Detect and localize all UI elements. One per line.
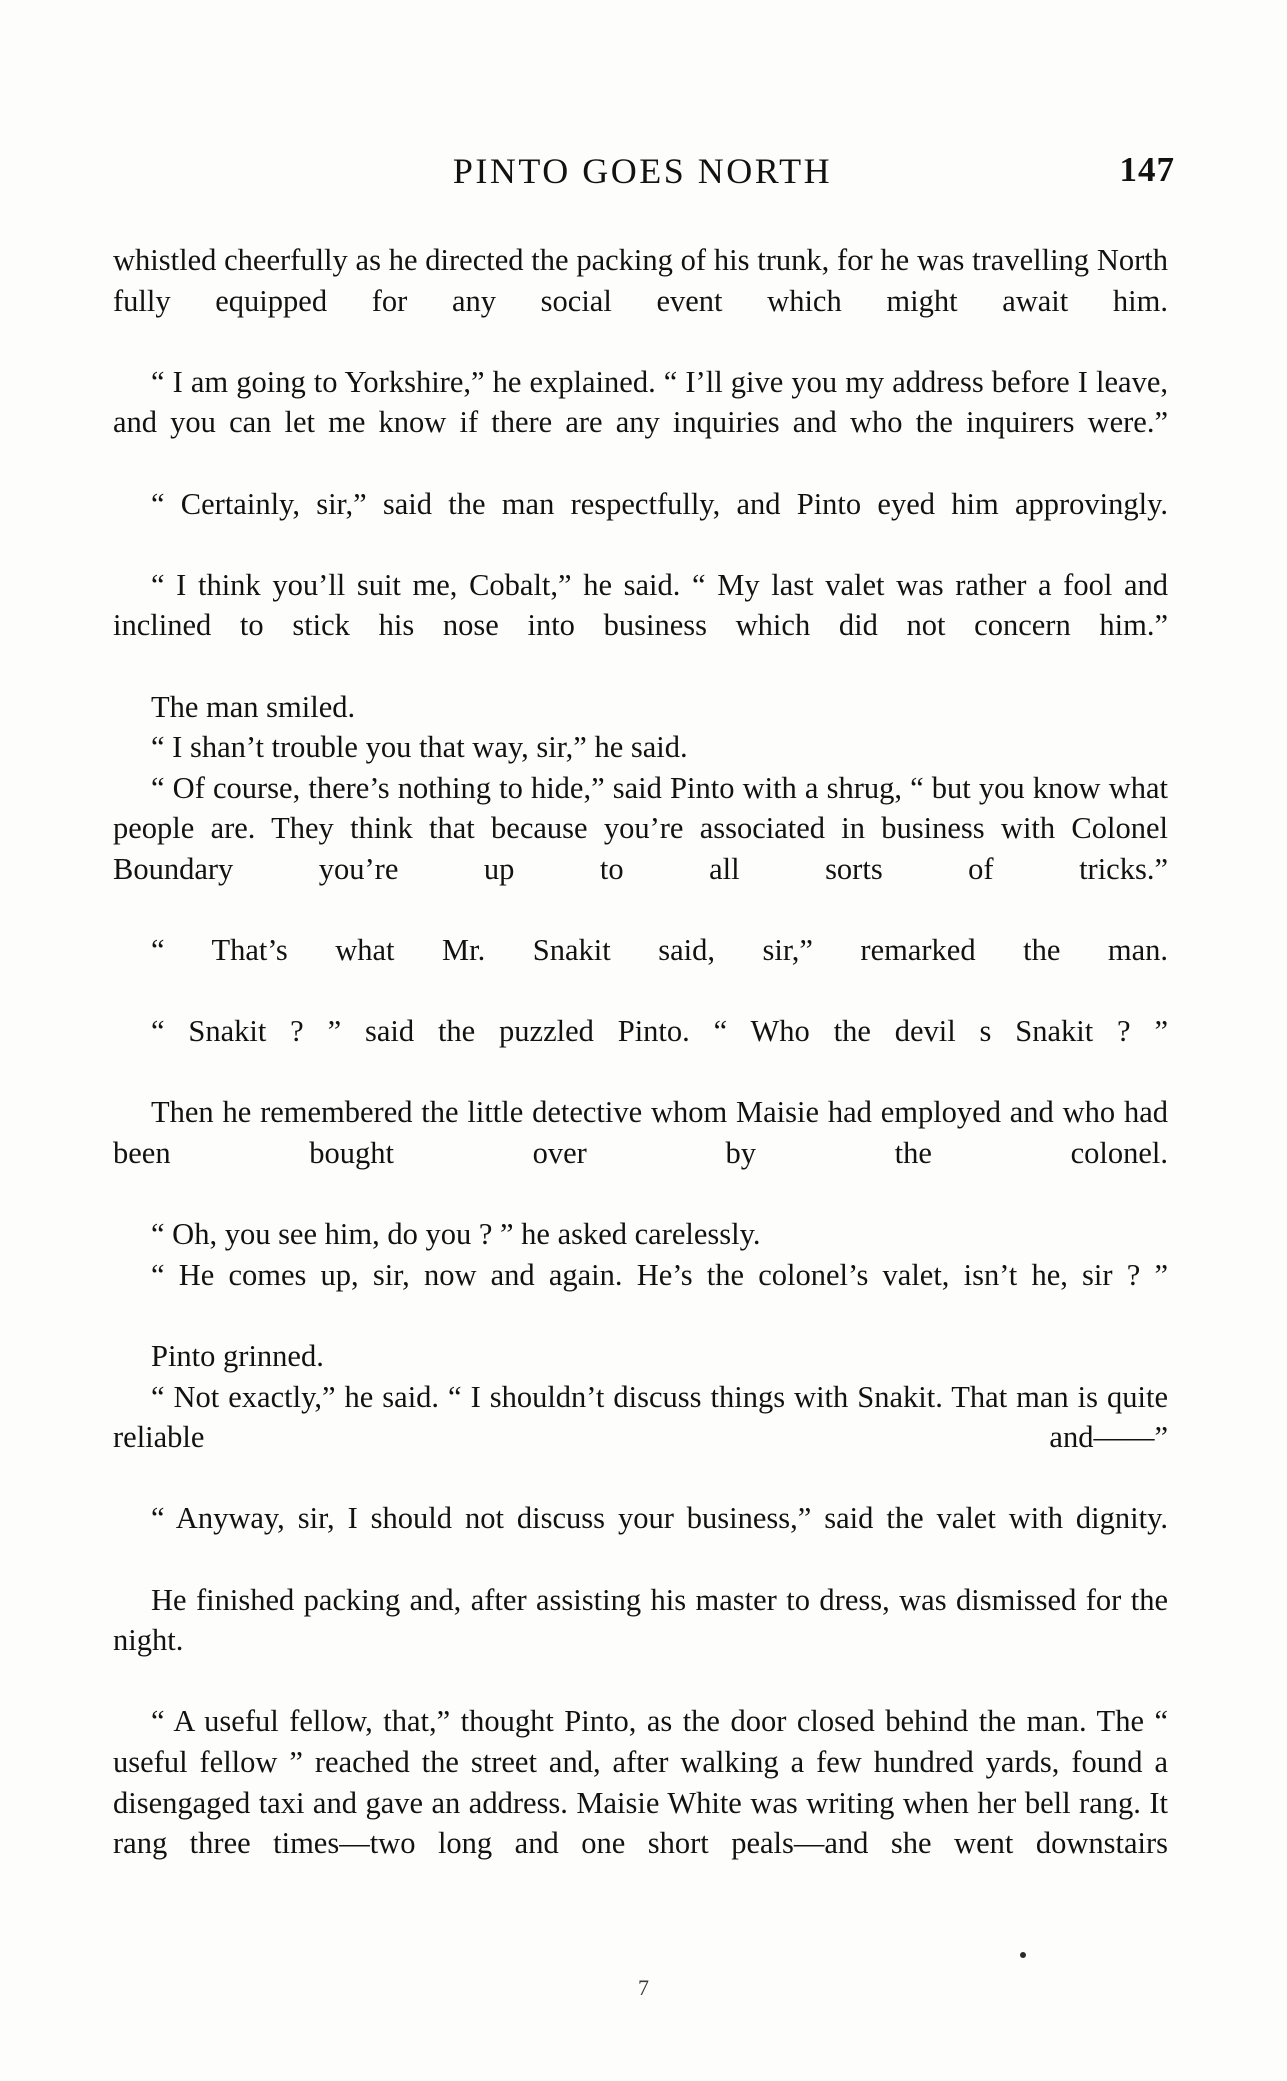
paragraph: “ Certainly, sir,” said the man respectfully, and Pinto eyed him approvingly. <box>151 486 1168 521</box>
paragraph: “ He comes up, sir, now and again. He’s the colonel’s valet, isn’t he, sir ? ” <box>151 1257 1168 1292</box>
paragraph: Pinto grinned. <box>151 1339 324 1374</box>
running-title: PINTO GOES NORTH <box>452 151 833 191</box>
paragraph: whistled cheerfully as he directed the packing of his trunk, for he was travelling North fully equipped for any social event which might await him. <box>113 243 1168 318</box>
paragraph: “ A useful fellow, that,” thought Pinto, as the door closed behind the man. The “ useful fellow ” reached the street and, after walking a few hundred yards, found a disengaged taxi and gave an address. Maisie White was writing when her bell rang. It rang three times—two long and one short peals—and she went downstairs <box>113 1704 1168 1861</box>
page-header <box>110 150 1175 192</box>
page-number: 147 <box>1119 150 1175 189</box>
paragraph: “ Oh, you see him, do you ? ” he asked carelessly. <box>151 1217 761 1252</box>
signature-mark: 7 <box>638 1975 649 2000</box>
paragraph: “ I shan’t trouble you that way, sir,” he said. <box>151 730 688 765</box>
paragraph: “ That’s what Mr. Snakit said, sir,” remarked the man. <box>151 933 1168 968</box>
body-text <box>113 240 1168 1904</box>
paragraph: The man smiled. <box>151 689 356 724</box>
footer-ink-speck <box>1020 1952 1026 1958</box>
paragraph: “ Snakit ? ” said the puzzled Pinto. “ Who the devil s Snakit ? ” <box>151 1014 1168 1049</box>
paragraph: “ Not exactly,” he said. “ I shouldn’t discuss things with Snakit. That man is quite reliable and——” <box>113 1379 1168 1455</box>
paragraph: “ I am going to Yorkshire,” he explained. “ I’ll give you my address before I leave, and you can let me know if there are any inquiries and who the inquirers were.” <box>113 364 1168 440</box>
paragraph: “ I think you’ll suit me, Cobalt,” he said. “ My last valet was rather a fool and inclined to stick his nose into business which did not concern him.” <box>113 567 1168 643</box>
paragraph: “ Anyway, sir, I should not discuss your business,” said the valet with dignity. <box>151 1501 1168 1536</box>
paragraph: “ Of course, there’s nothing to hide,” said Pinto with a shrug, “ but you know what people are. They think that because you’re associated in business with Colonel Boundary you’re up to all sorts of tricks.” <box>113 770 1168 886</box>
paragraph: Then he remembered the little detective whom Maisie had employed and who had been bought over by the colonel. <box>113 1095 1168 1171</box>
paragraph: He finished packing and, after assisting his master to dress, was dismissed for the night. <box>113 1582 1168 1658</box>
